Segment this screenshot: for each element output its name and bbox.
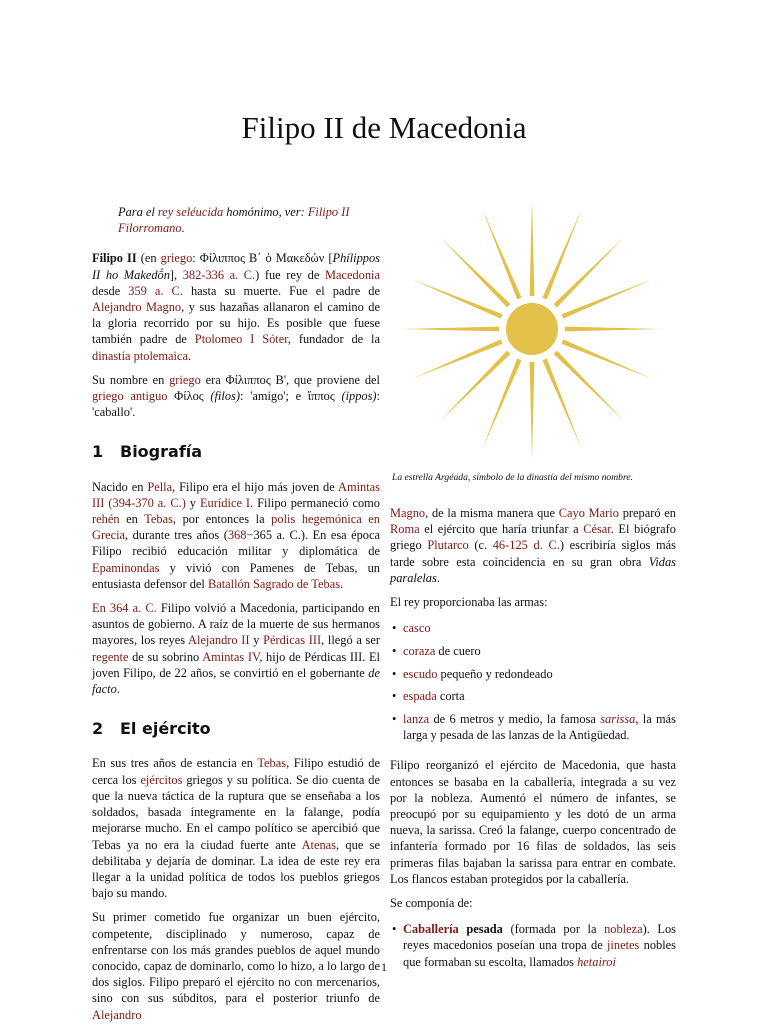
link-nobleza[interactable]: nobleza — [604, 922, 643, 937]
link-rey-seleucida[interactable]: rey seléucida — [157, 205, 224, 219]
link-griego-2[interactable]: griego — [169, 372, 201, 387]
weapons-list — [390, 620, 676, 743]
link-griego-antiguo[interactable]: griego antiguo — [92, 389, 168, 404]
section-heading-biografia: 1 Biografía — [92, 442, 203, 462]
vergina-sun-image — [400, 198, 664, 468]
link-rehen[interactable]: rehén — [92, 512, 120, 527]
link-amintas-iv[interactable]: Amintas IV — [202, 649, 260, 664]
link-magno[interactable]: Magno — [390, 506, 426, 520]
link-368[interactable]: 368 — [227, 528, 247, 543]
right-paragraph-1: Magno, de la misma manera que Cayo Mario preparó en Roma el ejército que haría triunfar a César. El biógrafo griego Plutarco (c. 46-125 d. C.) escribiría siglos más tarde sobre esta coincidencia en su gran obra Vidas paralelas. — [390, 506, 676, 585]
link-364[interactable]: En 364 a. C. — [92, 601, 157, 616]
link-casco[interactable]: casco — [403, 621, 431, 636]
link-cayo-mario[interactable]: Cayo Mario — [558, 506, 619, 520]
link-alejandro[interactable]: Alejandro — [92, 1007, 142, 1022]
link-ptolomeo[interactable]: Ptolomeo I Sóter — [194, 332, 288, 347]
link-griego[interactable]: griego — [160, 251, 193, 266]
link-atenas[interactable]: Atenas — [301, 837, 336, 852]
link-amintas-iii[interactable]: Amintas III — [92, 479, 380, 510]
right-paragraph-2: El rey proporcionaba las armas: — [390, 595, 548, 610]
link-espada[interactable]: espada — [403, 689, 437, 704]
right-column — [390, 505, 676, 978]
link-plutarco[interactable]: Plutarco — [427, 538, 469, 553]
link-hetairoi[interactable]: hetairoi — [577, 954, 616, 969]
link-sarissa[interactable]: sarissa — [600, 712, 636, 727]
link-46-125[interactable]: 46-125 d. C. — [492, 538, 560, 553]
link-perdicas-iii[interactable]: Pérdicas III — [263, 633, 322, 648]
sun-ray — [530, 362, 535, 459]
link-epaminondas[interactable]: Epaminondas — [92, 560, 160, 575]
right-paragraph-3: Filipo reorganizó el ejército de Macedonia, que hasta entonces se basaba en la caballería, integrada a su vez por la nobleza. Aumentó el número de infantes, se preocupó por su equipamiento y les dotó de un arma nueva, la sarissa. Creó la falange, cuerpo concentrado de infantería formado por 16 filas de soldados, las seis primeras filas bajaban la sarissa para entrar en combate. Los flancos estaban protegidos por la caballería. — [390, 758, 676, 886]
link-roma[interactable]: Roma — [390, 522, 420, 537]
figure-caption: La estrella Argéada, símbolo de la dinastía del mismo nombre. — [392, 472, 633, 483]
intro-paragraph-1: Filipo II (en griego: Φίλιππος Β΄ ὁ Μακεδών [Phílippos II ho Makedṓn], 382-336 a. C.) fue rey de Macedonia desde 359 a. C. hasta su muerte. Fue el padre de Alejandro Magno, y sus hazañas allanaron el camino de la gloria recorrido por su hijo. Es posible que fuese también padre de Ptolomeo I Sóter, fundador de la dinastía ptolemaica. — [92, 251, 380, 363]
link-dinastia-ptolemaica[interactable]: dinastía ptolemaica — [92, 348, 188, 363]
link-alejandro-ii[interactable]: Alejandro II — [188, 633, 250, 648]
sun-ray — [530, 199, 535, 296]
link-ejercitos[interactable]: ejércitos — [140, 772, 183, 787]
link-filipo-ii-filorromano[interactable]: Filipo II Filorromano — [118, 205, 350, 236]
list-item: • espada corta — [390, 688, 676, 704]
sun-ray — [440, 237, 510, 307]
list-item — [390, 620, 676, 636]
sun-center — [506, 303, 558, 355]
sun-ray — [554, 237, 624, 307]
link-polis-hegemonica[interactable]: polis hegemónica en Grecia — [92, 512, 380, 543]
bio-paragraph-1: Nacido en Pella, Filipo era el hijo más joven de Amintas III (394-370 a. C.) y Eurídice I. Filipo permaneció como rehén en Tebas, por entonces la polis hegemónica en Grecia, durante tres años (368−365 a. C.). En esa época Filipo recibió educación militar y diplomática de Epaminondas y vivió con Pamenes de Tebas, un entusiasta defensor del Batallón Sagrado de Tebas. — [92, 479, 380, 591]
army-paragraph-1: En sus tres años de estancia en Tebas, Filipo estudió de cerca los ejércitos griegos y su política. Se dio cuenta de que la nueva táctica de la ruptura que se enseñaba a los soldados, basada íntegramente en la falange, podía mejorarse mucho. En el campo político se apercibió que Tebas ya no era la ciudad fuerte ante Atenas, que se debilitaba y dejaría de dominar. La idea de este rey era llegar a la unidad política de todos los pueblos griegos bajo su mando. — [92, 756, 380, 901]
link-regente[interactable]: regente — [92, 649, 129, 664]
link-caballeria[interactable]: Caballería — [403, 922, 459, 937]
link-macedonia[interactable]: Macedonia — [324, 267, 380, 282]
section-heading-ejercito: 2 El ejército — [92, 719, 211, 739]
hatnote: Para el rey seléucida homónimo, ver: Filipo II Filorromano. — [118, 205, 350, 236]
intro-paragraph-2: Su nombre en griego era Φίλιππος Β', que proviene del griego antiguo Φίλος (filos): 'amigo'; e ἵππος (ippos): 'caballo'. — [92, 372, 380, 420]
page-number: 1 — [381, 960, 387, 974]
list-item: • Caballería pesada (formada por la nobleza). Los reyes macedonios poseían una tropa de jinetes nobles que formaban su escolta, llamados hetairoi — [390, 921, 676, 970]
link-lanza[interactable]: lanza — [403, 712, 430, 727]
link-382-336[interactable]: 382-336 a. C. — [182, 267, 256, 282]
link-escudo[interactable]: escudo — [403, 666, 438, 681]
list-item: • escudo pequeño y redondeado — [390, 666, 676, 682]
army-paragraph-2: Su primer cometido fue organizar un buen ejército, competente, disciplinado y numeroso, capaz de enfrentarse con los más grandes pueblos de aquel mundo conocido, capaz de dominarlo, como lo hizo, a lo largo de dos siglos. Filipo preparó el ejército no con mercenarios, sino con sus súbditos, para el posterior triunfo de Alejandro — [92, 910, 380, 1022]
list-item: • coraza de cuero — [390, 643, 676, 659]
link-394-370[interactable]: (394-370 a. C.) — [108, 495, 186, 510]
link-coraza[interactable]: coraza — [403, 643, 436, 658]
sun-ray — [440, 351, 510, 421]
link-alejandro-magno[interactable]: Alejandro Magno — [92, 300, 182, 315]
link-tebas-2[interactable]: Tebas — [257, 756, 287, 771]
sun-ray — [565, 327, 662, 332]
sun-ray — [554, 351, 624, 421]
link-batallon-sagrado[interactable]: Batallón Sagrado de Tebas — [207, 576, 341, 591]
page-title: Filipo II de Macedonia — [241, 110, 527, 145]
link-tebas[interactable]: Tebas — [144, 512, 173, 527]
link-359[interactable]: 359 a. C. — [128, 283, 183, 298]
list-item: • lanza de 6 metros y medio, la famosa sarissa, la más larga y pesada de las lanzas de la Antigüedad. — [390, 711, 676, 743]
link-pella[interactable]: Pella — [147, 479, 173, 494]
link-euridice[interactable]: Eurídice I — [199, 495, 251, 510]
right-paragraph-4: Se componía de: — [390, 896, 473, 911]
link-cesar[interactable]: César — [583, 522, 611, 537]
link-jinetes[interactable]: jinetes — [606, 938, 640, 953]
bio-paragraph-2: En 364 a. C. Filipo volvió a Macedonia, participando en asuntos de gobierno. A raíz de la muerte de sus hermanos mayores, los reyes Alejandro II y Pérdicas III, llegó a ser regente de su sobrino Amintas IV, hijo de Pérdicas III. El joven Filipo, de 22 años, se convirtió en el gobernante de facto. — [92, 601, 381, 697]
sun-ray — [402, 327, 499, 332]
left-column — [92, 204, 380, 1031]
